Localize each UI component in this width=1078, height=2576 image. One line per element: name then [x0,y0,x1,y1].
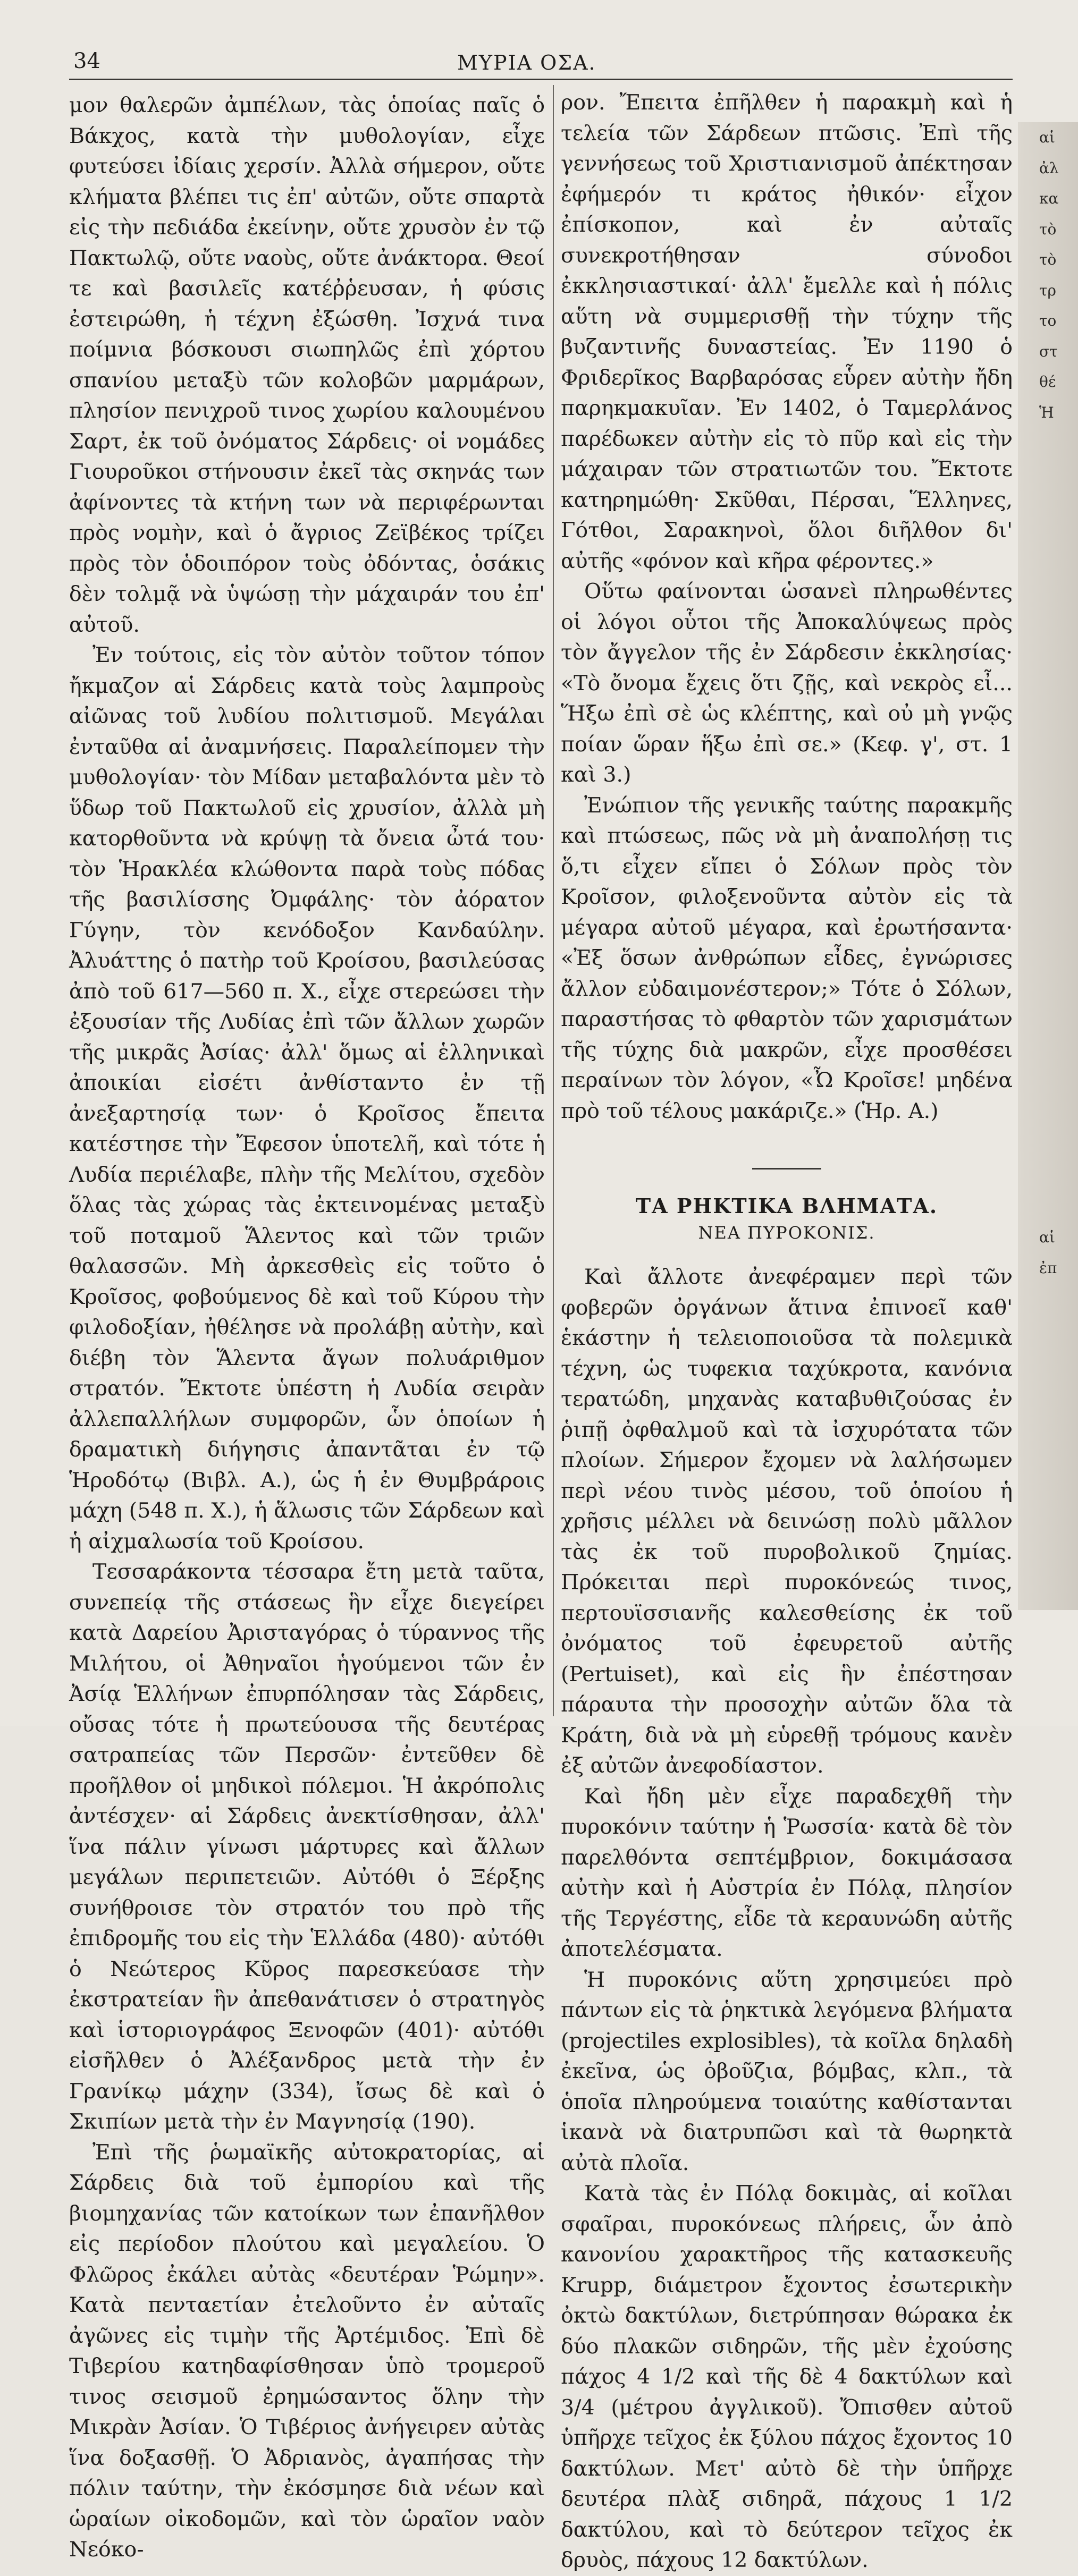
left-paragraph-3: Τεσσαράκοντα τέσσαρα ἔτη μετὰ ταῦτα, συνεπείᾳ τῆς στάσεως ἣν εἶχε διεγείρει κατὰ Δαρείου Ἀρισταγόρας ὁ τύραννος τῆς Μιλήτου, οἱ Ἀθηναῖοι ἡγούμενοι τῶν ἐν Ἀσίᾳ Ἑλλήνων ἐπυρπόλησαν τὰς Σάρδεις, οὔσας τότε ἡ πρωτεύουσα τῆς δευτέρας σατραπείας τῶν Περσῶν· ἐντεῦθεν δὲ προῆλθον οἱ μηδικοὶ πόλεμοι. Ἡ ἀκρόπολις ἀντέσχεν· αἱ Σάρδεις ἀνεκτίσθησαν, ἀλλ' ἵνα πάλιν γίνωσι μάρτυρες καὶ ἄλλων μεγάλων περιπετειῶν. Αὐτόθι ὁ Ξέρξης συνήθροισε τὸν στρατόν του πρὸ τῆς ἐπιδρομῆς του εἰς τὴν Ἑλλάδα (480)· αὐτόθι ὁ Νεώτερος Κῦρος παρεσκεύασε τὴν ἐκστρατείαν ἣν ἀπεθανάτισεν ὁ στρατηγὸς καὶ ἱστοριογράφος Ξενοφῶν (401)· αὐτόθι εἰσῆλθεν ὁ Ἀλέξανδρος μετὰ τὴν ἐν Γρανίκῳ μάχην (334), ἴσως δὲ καὶ ὁ Σκιπίων μετὰ τὴν ἐν Μαγνησίᾳ (190). [69,1560,545,2134]
margin-fragment: στ [1039,342,1058,360]
margin-fragment: ἐπ [1039,1259,1057,1277]
right-paragraph-2: Οὕτω φαίνονται ὡσανεὶ πληρωθέντες οἱ λόγοι οὗτοι τῆς Ἀποκαλύψεως πρὸς τὸν ἄγγελον τῆς ἐν Σάρδεσιν ἐκκλησίας· «Τὸ ὄνομα ἔχεις ὅτι ζῇς, καὶ νεκρὸς εἶ... Ἥξω ἐπὶ σὲ ὡς κλέπτης, καὶ οὐ μὴ γνῷς ποίαν ὥραν ἥξω ἐπὶ σε.» (Κεφ. γ', στ. 1 καὶ 3.) [561,579,1013,787]
margin-fragment: τὸ [1039,251,1057,268]
margin-fragment: τρ [1039,281,1056,299]
right-column [561,88,1013,2572]
page-header [0,49,1078,81]
section-separator [752,1168,821,1170]
section-subtitle: ΝΕΑ ΠΥΡΟΚΟΝΙΣ. [698,1223,875,1243]
margin-fragment: τὸ [1039,220,1057,238]
right-paragraph-3: Ἐνώπιον τῆς γενικῆς ταύτης παρακμῆς καὶ πτώσεως, πῶς νὰ μὴ ἀναπολήσῃ τις ὅ,τι εἶχεν εἴπει ὁ Σόλων πρὸς τὸν Κροῖσον, φιλοξενοῦντα αὐτὸν εἰς τὰ μέγαρα αὐτοῦ μέγαρα, καὶ ἐρωτήσαντα· «Ἐξ ὅσων ἀνθρώπων εἶδες, ἐγνώρισες ἄλλον εὐδαιμονέστερον;» Τότε ὁ Σόλων, παραστήσας τὸ φθαρτὸν τῶν χαρισμάτων τῆς τύχης διὰ μακρῶν, εἶχε προσθέσει περαίνων τὸν λόγον, «Ὦ Κροῖσε! μηδένα πρὸ τοῦ τέλους μακάριζε.» (Ἡρ. Α.) [561,793,1013,1123]
left-paragraph-1: μον θαλερῶν ἀμπέλων, τὰς ὁποίας παῖς ὁ Βάκχος, κατὰ τὴν μυθολογίαν, εἶχε φυτεύσει ἰδίαις χερσίν. Ἀλλὰ σήμερον, οὔτε κλήματα βλέπει τις ἐπ' αὐτῶν, οὔτε σπαρτὰ εἰς τὴν πεδιάδα ἐκείνην, οὔτε χρυσὸν ἐν τῷ Πακτωλῷ, οὔτε ναοὺς, οὔτε ἀνάκτορα. Θεοί τε καὶ βασιλεῖς κατέῤῥευσαν, ἡ φύσις ἐστειρώθη, ἡ τέχνη ἐξώσθη. Ἰσχνά τινα ποίμνια βόσκουσι σιωπηλῶς ἐπὶ χόρτου σπανίου μεταξὺ τῶν κολοβῶν μαρμάρων, πλησίον πενιχροῦ τινος χωρίου καλουμένου Σαρτ, ἐκ τοῦ ὀνόματος Σάρδεις· οἱ νομάδες Γιουροῦκοι στήνουσιν ἐκεῖ τὰς σκηνάς των ἀφίνοντες τὰ κτήνη των νὰ περιφέρωνται πρὸς νομὴν, καὶ ὁ ἄγριος Ζεϊβέκος τρίζει πρὸς τὸν ὁδοιπόρον τοὺς ὀδόντας, ὁσάκις δὲν τολμᾷ νὰ ὑψώσῃ τὴν μάχαιράν του ἐπ' αὐτοῦ. [69,93,545,637]
margin-fragment: το [1039,312,1057,329]
left-paragraph-4: Ἐπὶ τῆς ῥωμαϊκῆς αὐτοκρατορίας, αἱ Σάρδεις διὰ τοῦ ἐμπορίου καὶ τῆς βιομηχανίας τῶν κατοίκων των ἐπανῆλθον εἰς περίοδον πλούτου καὶ μεγαλείου. Ὁ Φλῶρος ἐκάλει αὐτὰς «δευτέραν Ῥώμην». Κατὰ πενταετίαν ἐτελοῦντο ἐν αὐταῖς ἀγῶνες εἰς τιμὴν τῆς Ἀρτέμιδος. Ἐπὶ δὲ Τιβερίου κατηδαφίσθησαν ὑπὸ τρομεροῦ τινος σεισμοῦ ἐρημώσαντος ὅλην τὴν Μικρὰν Ἀσίαν. Ὁ Τιβέριος ἀνήγειρεν αὐτὰς ἵνα δοξασθῇ. Ὁ Ἀδριανὸς, ἀγαπήσας τὴν πόλιν ταύτην, τὴν ἐκόσμησε διὰ νέων καὶ ὡραίων οἰκοδομῶν, καὶ τὸν ὡραῖον ναὸν Νεόκο- [69,2140,545,2562]
left-column [69,90,545,2562]
margin-fragment: ἀλ [1039,159,1059,177]
margin-fragment: κα [1039,190,1059,207]
article-paragraph-2: Καὶ ἤδη μὲν εἶχε παραδεχθῆ τὴν πυροκόνιν ταύτην ἡ Ῥωσσία· κατὰ δὲ τὸν παρελθόντα σεπτέμβριον, δοκιμάσασα αὐτὴν καὶ ἡ Αὐστρία ἐν Πόλᾳ, πλησίον τῆς Τεργέστης, εἶδε τὰ κεραυνώδη αὐτῆς ἀποτελέσματα. [561,1784,1013,1961]
article-paragraph-3: Ἡ πυροκόνις αὕτη χρησιμεύει πρὸ πάντων εἰς τὰ ῥηκτικὰ λεγόμενα βλήματα (projectiles explosibles), τὰ κοῖλα δηλαδὴ ἐκεῖνα, ὡς ὀβοῦζια, βόμβας, κλπ., τὰ ὁποῖα πληρούμενα τοιαύτης καθίστανται ἱκανὰ νὰ διατρυπῶσι καὶ τὰ θωρηκτὰ αὐτὰ πλοῖα. [561,1967,1013,2175]
column-divider [553,85,554,1716]
adjacent-page-margin [1018,122,1078,1610]
margin-fragment: αἱ [1039,129,1055,146]
article-paragraph-1: Καὶ ἄλλοτε ἀνεφέραμεν περὶ τῶν φοβερῶν ὀργάνων ἅτινα ἐπινοεῖ καθ' ἑκάστην ἡ τελειοποιοῦσα τὰ πολεμικὰ τέχνη, ὡς τυφεκια ταχύκροτα, κανόνια τερατώδη, μηχανὰς καταβυθιζούσας ἐν ῥιπῇ ὀφθαλμοῦ καὶ τὰ ἰσχυρότατα τῶν πλοίων. Σήμερον ἔχομεν νὰ λαλήσωμεν περὶ νέου τινὸς μέσου, τοῦ ὁποίου ἡ χρῆσις μέλλει νὰ δεινώσῃ πολὺ μᾶλλον τὰς ἐκ τοῦ πυροβολικοῦ ζημίας. Πρόκειται περὶ πυροκόνεώς τινος, περτουϊσσιανῆς καλεσθείσης ἐκ τοῦ ὀνόματος τοῦ ἐφευρετοῦ αὐτῆς (Pertuiset), καὶ εἰς ἣν ἐπέστησαν πάραυτα τὴν προσοχὴν αὐτῶν ὅλα τὰ Κράτη, διὰ νὰ μὴ εὑρεθῇ τρόμους κανὲν ἐξ αὐτῶν ἀνεφοδίαστον. [561,1265,1013,1778]
page-number: 34 [73,49,100,73]
left-paragraph-2: Ἐν τούτοις, εἰς τὸν αὐτὸν τοῦτον τόπον ἤκμαζον αἱ Σάρδεις κατὰ τοὺς λαμπροὺς αἰῶνας τοῦ λυδίου πολιτισμοῦ. Μεγάλαι ἐνταῦθα αἱ ἀναμνήσεις. Παραλείπομεν τὴν μυθολογίαν· τὸν Μίδαν μεταβαλόντα μὲν τὸ ὕδωρ τοῦ Πακτωλοῦ εἰς χρυσίον, ἀλλὰ μὴ κατορθοῦντα νὰ κρύψῃ τὰ ὄνεια ὦτά του· τὸν Ἡρακλέα κλώθοντα παρὰ τοὺς πόδας τῆς βασιλίσσης Ὀμφάλης· τὸν ἀόρατον Γύγην, τὸν κενόδοξον Κανδαύλην. Ἀλυάττης ὁ πατὴρ τοῦ Κροίσου, βασιλεύσας ἀπὸ τοῦ 617—560 π. Χ., εἶχε στερεώσει τὴν ἐξουσίαν τῆς Λυδίας ἐπὶ τῶν ἄλλων χωρῶν τῆς μικρᾶς Ἀσίας· ἀλλ' ὅμως αἱ ἑλληνικαὶ ἀποικίαι εἰσέτι ἀνθίσταντο ἐν τῇ ἀνεξαρτησίᾳ των· ὁ Κροῖσος ἔπειτα κατέστησε τὴν Ἔφεσον ὑποτελῆ, καὶ τότε ἡ Λυδία περιέλαβε, πλὴν τῆς Μελίτου, σχεδὸν ὅλας τὰς χώρας τὰς ἐκτεινομένας μεταξὺ τοῦ ποταμοῦ Ἅλεντος καὶ τῶν τριῶν θαλασσῶν. Μὴ ἀρκεσθεὶς εἰς τοῦτο ὁ Κροῖσος, φοβούμενος δὲ καὶ τοῦ Κύρου τὴν φιλοδοξίαν, ἠθέλησε νὰ προλάβῃ αὐτὴν, καὶ διέβη τὸν Ἅλεντα ἄγων πολυάριθμον στρατόν. Ἔκτοτε ὑπέστη ἡ Λυδία σειρὰν ἀλλεπαλλήλων συμφορῶν, ὧν ὁποίων ἡ δραματικὴ διήγησις ἀπαντᾶται ἐν τῷ Ἡροδότῳ (Βιβλ. Α.), ὡς ἡ ἐν Θυμβράροις μάχη (548 π. Χ.), ἡ ἅλωσις τῶν Σάρδεων καὶ ἡ αἰχμαλωσία τοῦ Κροίσου. [69,643,545,1554]
margin-fragment: Ἡ [1039,403,1054,421]
margin-fragment: αἱ [1039,1228,1055,1246]
header-rule [69,79,1013,80]
article-paragraph-4: Κατὰ τὰς ἐν Πόλᾳ δοκιμὰς, αἱ κοῖλαι σφαῖραι, πυροκόνεως πλήρεις, ὧν ἀπὸ κανονίου χαρακτῆρος τῆς κατασκευῆς Krupp, διάμετρον ἔχοντος ἐσωτερικὴν ὀκτὼ δακτύλων, διετρύπησαν θώρακα ἐκ δύο πλακῶν σιδηρῶν, τῆς μὲν ἐχούσης πάχος 4 1/2 καὶ τῆς δὲ 4 δακτύλων καὶ 3/4 (μέτρου ἀγγλικοῦ). Ὄπισθεν αὐτοῦ ὑπῆρχε τεῖχος ἐκ ξύλου πάχος ἔχοντος 10 δακτύλων. Μετ' αὐτὸ δὲ τὴν ὑπῆρχε δευτέρα πλὰξ σιδηρᾶ, πάχους 1 1/2 δακτύλου, καὶ τὸ δεύτερον τεῖχος ἐκ δρυὸς, πάχους 12 δακτύλων. [561,2181,1013,2572]
section-title: ΤΑ ΡΗΚΤΙΚΑ ΒΛΗΜΑΤΑ. [635,1194,938,1218]
right-paragraph-1: ρον. Ἔπειτα ἐπῆλθεν ἡ παρακμὴ καὶ ἡ τελεία τῶν Σάρδεων πτῶσις. Ἐπὶ τῆς γεννήσεως τοῦ Χριστιανισμοῦ ἀπέκτησαν ἐφήμερόν τι κράτος ἠθικόν· εἶχον ἐπίσκοπον, καὶ ἐν αὐταῖς συνεκροτήθησαν σύνοδοι ἐκκλησιαστικαί· ἀλλ' ἔμελλε καὶ ἡ πόλις αὕτη νὰ συμμερισθῇ τὴν τύχην τῆς βυζαντινῆς δυναστείας. Ἐν 1190 ὁ Φριδερῖκος Βαρβαρόσας εὗρεν αὐτὴν ἤδη παρηκμακυῖαν. Ἐν 1402, ὁ Ταμερλάνος παρέδωκεν αὐτὴν εἰς τὸ πῦρ καὶ εἰς τὴν μάχαιραν τῶν στρατιωτῶν του. Ἔκτοτε κατηρημώθη· Σκῦθαι, Πέρσαι, Ἕλληνες, Γότθοι, Σαρακηνοὶ, ὅλοι διῆλθον δι' αὐτῆς «φόνον καὶ κῆρα φέροντες.» [561,90,1013,573]
margin-fragment: θέ [1039,373,1056,391]
running-title: ΜΥΡΙΑ ΟΣΑ. [457,51,596,74]
